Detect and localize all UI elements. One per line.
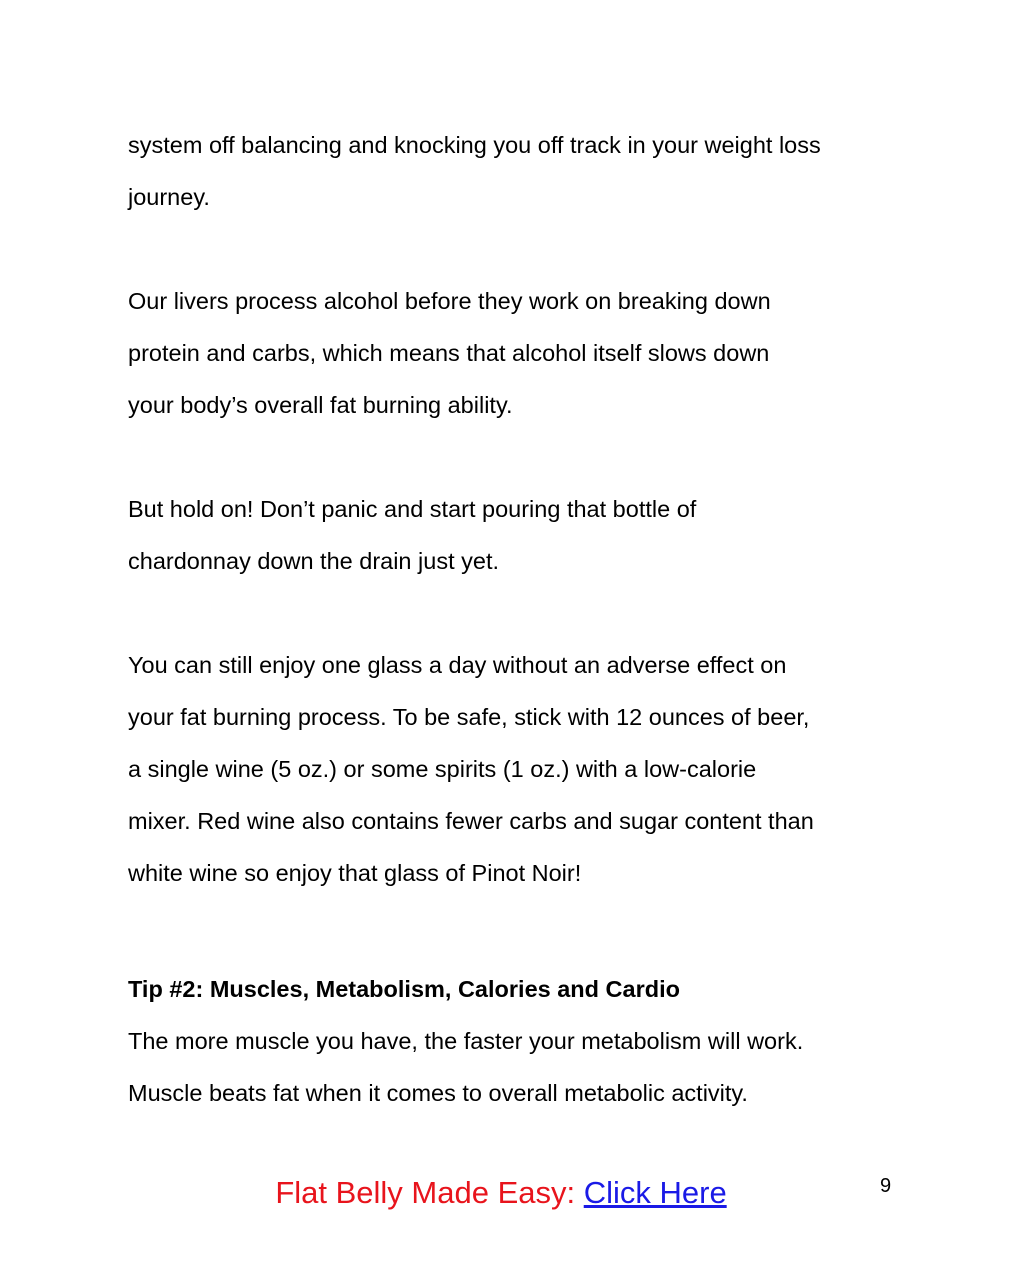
body-text-line: white wine so enjoy that glass of Pinot Noir! xyxy=(128,860,582,886)
footer-label: Flat Belly Made Easy: xyxy=(275,1175,584,1210)
footer-banner xyxy=(0,1177,1002,1208)
body-text-line: mixer. Red wine also contains fewer carbs and sugar content than xyxy=(128,808,814,834)
body-text-line: protein and carbs, which means that alcohol itself slows down xyxy=(128,340,770,366)
body-text-line: The more muscle you have, the faster your metabolism will work. xyxy=(128,1028,804,1054)
body-text-line: system off balancing and knocking you off track in your weight loss xyxy=(128,132,821,158)
body-text-line: Our livers process alcohol before they work on breaking down xyxy=(128,288,771,314)
body-text-line: your fat burning process. To be safe, stick with 12 ounces of beer, xyxy=(128,704,810,730)
body-text-line: journey. xyxy=(128,184,210,210)
body-text-line: chardonnay down the drain just yet. xyxy=(128,548,500,574)
click-here-link[interactable]: Click Here xyxy=(583,1175,727,1210)
body-text-line: You can still enjoy one glass a day without an adverse effect on xyxy=(128,652,787,678)
body-text-line: your body’s overall fat burning ability. xyxy=(128,392,513,418)
body-text-line: But hold on! Don’t panic and start pouring that bottle of xyxy=(128,496,697,522)
body-text-line: a single wine (5 oz.) or some spirits (1 oz.) with a low-calorie xyxy=(128,756,757,782)
page-number: 9 xyxy=(880,1175,892,1197)
body-text-line: Muscle beats fat when it comes to overall metabolic activity. xyxy=(128,1080,748,1106)
section-heading: Tip #2: Muscles, Metabolism, Calories and Cardio xyxy=(128,976,680,1002)
